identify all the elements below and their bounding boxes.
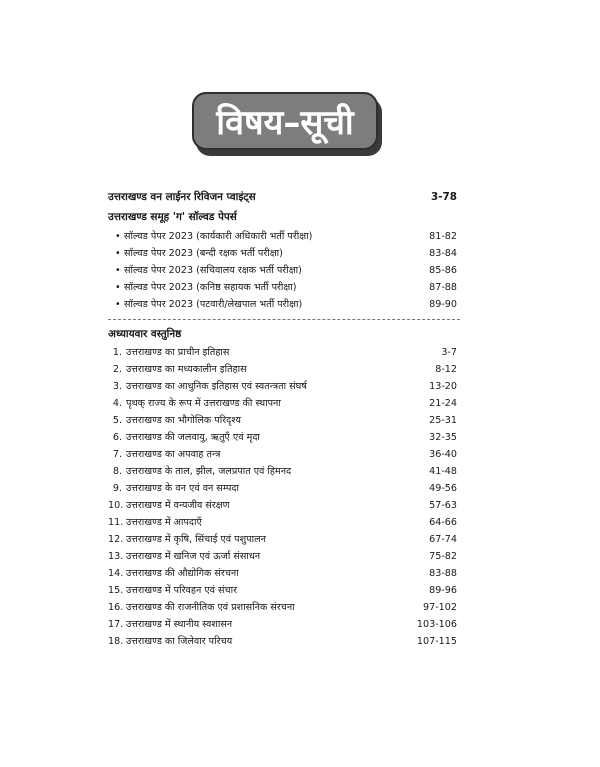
chapter-row <box>0 361 600 378</box>
chapter-row <box>0 633 600 650</box>
chapter-number: 5. <box>112 415 122 426</box>
toc-page-range: 81-82 <box>429 231 457 242</box>
chapter-label: उत्तराखण्ड का मध्यकालीन इतिहास <box>126 364 247 375</box>
chapter-label: उत्तराखण्ड के ताल, झील, जलप्रपात एवं हिमनद <box>126 466 292 477</box>
chapter-number: 4. <box>112 398 122 409</box>
chapter-number: 10. <box>108 500 124 511</box>
chapter-row <box>0 463 600 480</box>
chapter-row <box>0 531 600 548</box>
chapter-pages: 25-31 <box>429 415 457 426</box>
chapter-row <box>0 548 600 565</box>
toc-section-heading <box>0 326 600 343</box>
chapter-pages: 8-12 <box>435 364 457 375</box>
chapter-number: 2. <box>112 364 122 375</box>
toc-item-label: • सॉल्वड पेपर 2023 (कनिष्ठ सहायक भर्ती परीक्षा) <box>124 279 297 296</box>
chapter-label: पृथक् राज्य के रूप में उत्तराखण्ड की स्थापना <box>126 398 281 409</box>
chapter-number: 8. <box>112 466 122 477</box>
chapter-row <box>0 616 600 633</box>
chapter-pages: 64-66 <box>429 517 457 528</box>
chapter-label: उत्तराखण्ड के वन एवं वन सम्पदा <box>126 483 239 494</box>
chapter-row <box>0 446 600 463</box>
chapter-number: 1. <box>112 347 122 358</box>
chapter-number: 15. <box>108 585 124 596</box>
chapter-number: 18. <box>108 636 124 647</box>
chapter-row <box>0 344 600 361</box>
chapter-number: 9. <box>112 483 122 494</box>
chapter-pages: 3-7 <box>441 347 457 358</box>
toc-row-oneliner <box>0 189 600 206</box>
chapter-number: 3. <box>112 381 122 392</box>
chapter-row <box>0 395 600 412</box>
toc-item-label: • सॉल्वड पेपर 2023 (कार्यकारी अधिकारी भर्ती परीक्षा) <box>124 228 312 245</box>
chapter-number: 17. <box>108 619 124 630</box>
chapter-label: उत्तराखण्ड में कृषि, सिंचाई एवं पशुपालन <box>126 534 266 545</box>
chapter-number: 11. <box>108 517 124 528</box>
chapter-row <box>0 599 600 616</box>
chapter-number: 16. <box>108 602 124 613</box>
toc-row <box>0 296 600 313</box>
toc-item-label: • सॉल्वड पेपर 2023 (बन्दी रक्षक भर्ती परीक्षा) <box>124 245 283 262</box>
chapter-label: उत्तराखण्ड का जिलेवार परिचय <box>126 636 233 647</box>
chapter-row <box>0 497 600 514</box>
chapter-row <box>0 582 600 599</box>
chapter-number: 6. <box>112 432 122 443</box>
chapter-row <box>0 514 600 531</box>
chapter-pages: 107-115 <box>416 636 457 647</box>
chapter-label: उत्तराखण्ड में परिवहन एवं संचार <box>126 585 238 596</box>
chapter-label: उत्तराखण्ड में स्थानीय स्वशासन <box>126 619 233 630</box>
toc-section-heading <box>0 209 600 226</box>
chapter-row <box>0 378 600 395</box>
toc-item-label: • सॉल्वड पेपर 2023 (पटवारी/लेखपाल भर्ती परीक्षा) <box>124 296 302 313</box>
chapter-label: उत्तराखण्ड में आपदाएँ <box>126 517 202 528</box>
chapter-row <box>0 565 600 582</box>
chapter-pages: 49-56 <box>429 483 457 494</box>
toc-page-range: 89-90 <box>429 299 457 310</box>
chapter-label: उत्तराखण्ड की जलवायु, ऋतुएँ एवं मृदा <box>126 432 260 443</box>
chapter-number: 13. <box>108 551 124 562</box>
chapter-pages: 41-48 <box>429 466 457 477</box>
toc-row <box>0 245 600 262</box>
chapter-pages: 97-102 <box>423 602 457 613</box>
toc-row <box>0 228 600 245</box>
title-banner <box>192 92 382 158</box>
toc-row <box>0 262 600 279</box>
toc-page-range: 3-78 <box>430 191 457 203</box>
chapter-label: उत्तराखण्ड का प्राचीन इतिहास <box>126 347 230 358</box>
chapter-number: 12. <box>108 534 124 545</box>
chapter-pages: 67-74 <box>429 534 457 545</box>
chapter-label: उत्तराखण्ड की औद्योगिक संरचना <box>126 568 239 579</box>
section-divider <box>108 319 460 320</box>
toc-page-range: 87-88 <box>429 282 457 293</box>
chapter-number: 14. <box>108 568 124 579</box>
toc-page-range: 83-84 <box>429 248 457 259</box>
chapter-pages: 83-88 <box>429 568 457 579</box>
section-heading-label: अध्यायवार वस्तुनिष्ठ <box>108 328 182 340</box>
section-heading-label: उत्तराखण्ड समूह 'ग' सॉल्वड पेपर्स <box>108 211 237 223</box>
toc-page-range: 85-86 <box>429 265 457 276</box>
chapter-pages: 21-24 <box>429 398 457 409</box>
chapter-pages: 57-63 <box>429 500 457 511</box>
chapter-pages: 13-20 <box>429 381 457 392</box>
chapter-pages: 103-106 <box>416 619 457 630</box>
chapter-row <box>0 429 600 446</box>
chapter-pages: 89-96 <box>429 585 457 596</box>
chapter-pages: 75-82 <box>429 551 457 562</box>
toc-section-label: उत्तराखण्ड वन लाईनर रिविजन प्वाइंट्स <box>108 191 256 203</box>
chapter-row <box>0 480 600 497</box>
chapter-pages: 36-40 <box>429 449 457 460</box>
chapter-label: उत्तराखण्ड की राजनीतिक एवं प्रशासनिक संरचना <box>126 602 295 613</box>
chapter-label: उत्तराखण्ड में खनिज एवं ऊर्जा संसाधन <box>126 551 261 562</box>
chapter-label: उत्तराखण्ड का अपवाह तन्त्र <box>126 449 221 460</box>
toc-item-label: • सॉल्वड पेपर 2023 (सचिवालय रक्षक भर्ती परीक्षा) <box>124 262 302 279</box>
chapter-label: उत्तराखण्ड का भौगोलिक परिदृश्य <box>126 415 241 426</box>
chapter-label: उत्तराखण्ड में वन्यजीव संरक्षण <box>126 500 230 511</box>
chapter-row <box>0 412 600 429</box>
page-title: विषय–सूची <box>192 92 378 150</box>
chapter-label: उत्तराखण्ड का आधुनिक इतिहास एवं स्वतन्त्रता संघर्ष <box>126 381 307 392</box>
chapter-number: 7. <box>112 449 122 460</box>
toc-row <box>0 279 600 296</box>
chapter-pages: 32-35 <box>429 432 457 443</box>
